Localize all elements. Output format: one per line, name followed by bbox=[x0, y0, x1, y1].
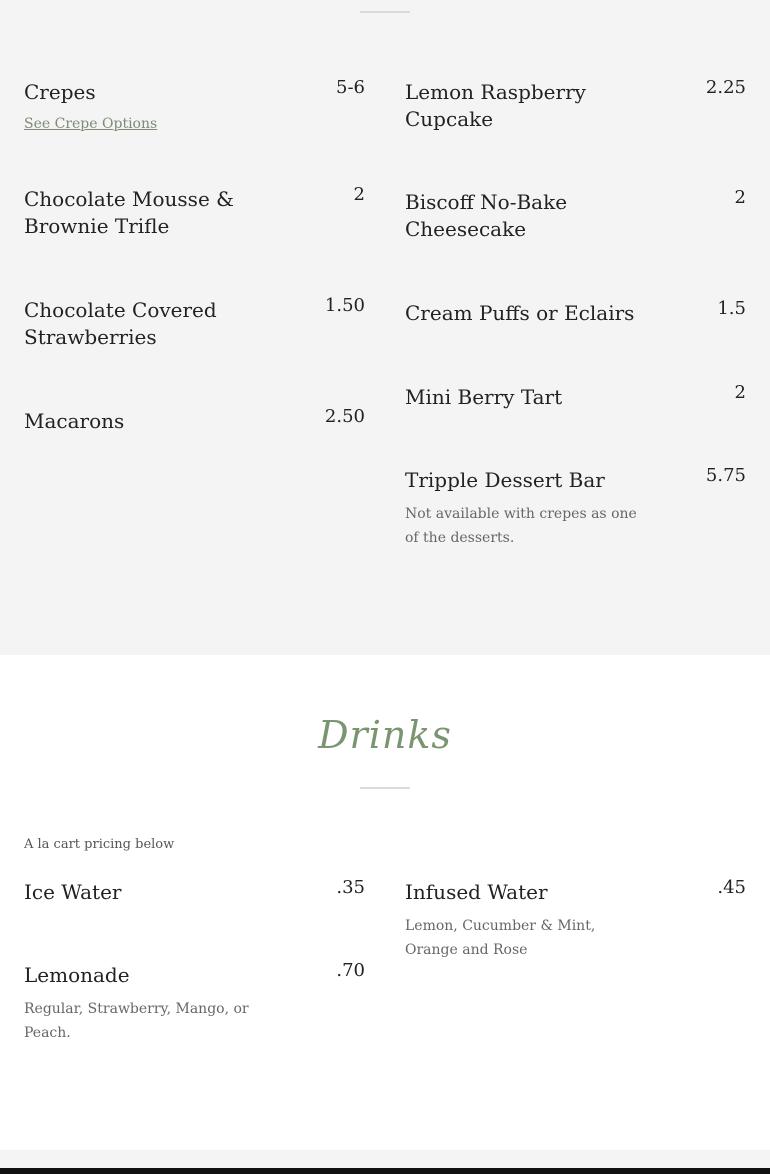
item-price: 1.5 bbox=[717, 298, 746, 319]
item-price: 1.50 bbox=[324, 295, 365, 316]
menu-item bbox=[24, 879, 365, 909]
item-name: Cream Puffs or Eclairs bbox=[405, 301, 635, 325]
section-title: Drinks bbox=[318, 713, 452, 757]
item-name: Crepes bbox=[24, 80, 96, 104]
item-name: Mini Berry Tart bbox=[405, 385, 563, 409]
menu-item bbox=[405, 300, 746, 330]
menu-item bbox=[24, 79, 365, 139]
item-price: 2 bbox=[734, 187, 746, 208]
menu-item bbox=[24, 297, 365, 353]
item-name: Lemon Raspberry Cupcake bbox=[405, 80, 586, 131]
item-price: .70 bbox=[336, 960, 365, 981]
item-price: 2.25 bbox=[705, 77, 746, 98]
menu-item bbox=[405, 189, 746, 245]
menu-item bbox=[405, 879, 746, 963]
item-price: 2.50 bbox=[324, 406, 365, 427]
menu-item bbox=[405, 467, 746, 551]
item-description: Not available with crepes as one of the desserts. bbox=[405, 506, 637, 546]
footer-bar bbox=[0, 1168, 770, 1174]
menu-item bbox=[405, 79, 746, 135]
section-divider bbox=[360, 11, 410, 13]
section-divider bbox=[360, 787, 410, 789]
menu-item bbox=[24, 408, 365, 438]
see-crepe-options-link[interactable]: See Crepe Options bbox=[24, 116, 158, 132]
item-name: Ice Water bbox=[24, 880, 122, 904]
item-name: Macarons bbox=[24, 409, 125, 433]
item-name: Tripple Dessert Bar bbox=[405, 468, 605, 492]
item-description: Lemon, Cucumber & Mint, Orange and Rose bbox=[405, 918, 596, 958]
item-name: Chocolate Mousse & Brownie Trifle bbox=[24, 187, 234, 238]
item-name: Infused Water bbox=[405, 880, 548, 904]
item-price: .35 bbox=[336, 877, 365, 898]
item-price: 5.75 bbox=[705, 465, 746, 486]
item-price: 2 bbox=[353, 184, 365, 205]
item-name: Lemonade bbox=[24, 963, 130, 987]
item-price: .45 bbox=[717, 877, 746, 898]
menu-item bbox=[405, 384, 746, 414]
item-name: Chocolate Covered Strawberries bbox=[24, 298, 217, 349]
item-price: 2 bbox=[734, 382, 746, 403]
item-name: Biscoff No-Bake Cheesecake bbox=[405, 190, 568, 241]
item-description: Regular, Strawberry, Mango, or Peach. bbox=[24, 1001, 249, 1041]
item-price: 5-6 bbox=[336, 77, 365, 98]
menu-item bbox=[24, 186, 365, 242]
pricing-note: A la cart pricing below bbox=[24, 837, 175, 852]
footer-spacer bbox=[0, 1150, 770, 1168]
drinks-section bbox=[0, 655, 770, 1150]
menu-item bbox=[24, 962, 365, 1046]
